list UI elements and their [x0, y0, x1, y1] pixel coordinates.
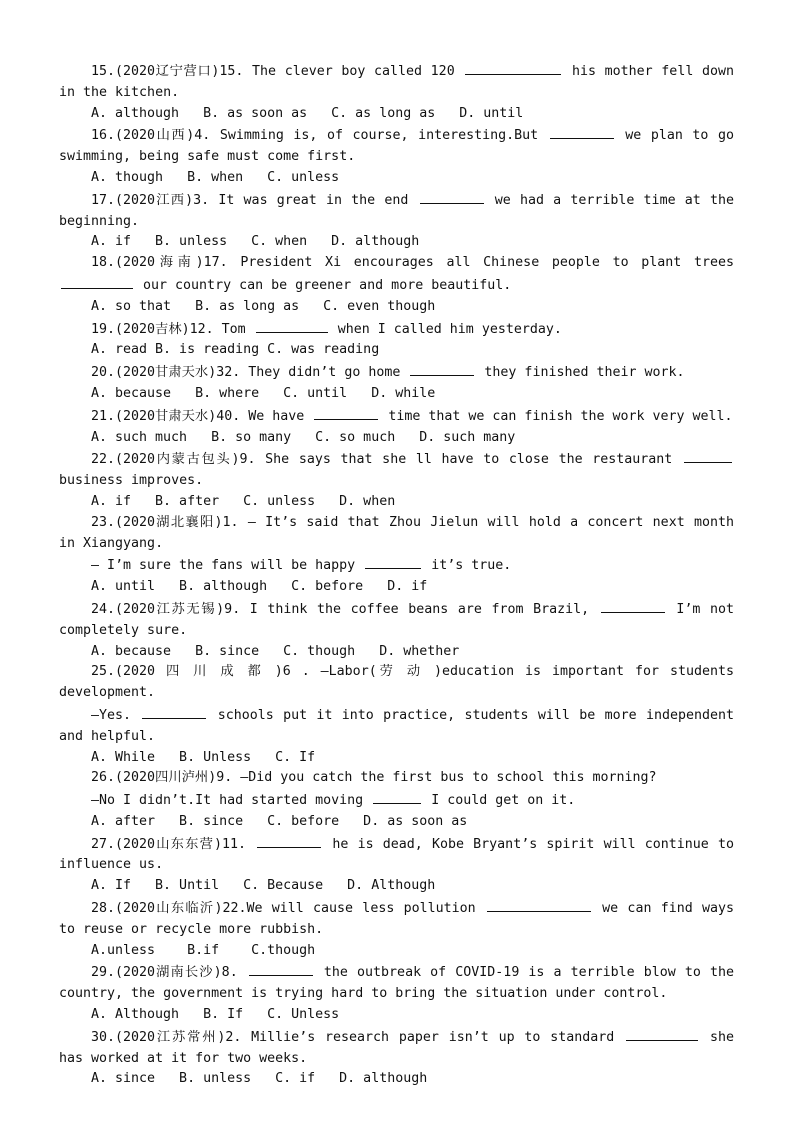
- answer-options: A. if B. after C. unless D. when: [91, 493, 396, 509]
- question-stem: [59, 60, 734, 104]
- question-item: [59, 405, 734, 449]
- question-stem: [59, 448, 734, 492]
- question-text-continued: she has worked at it for two weeks.: [59, 1029, 734, 1066]
- question-stem: [59, 833, 734, 877]
- question-stem: [59, 897, 734, 941]
- document-page: [59, 60, 734, 1090]
- answer-blank: [684, 448, 732, 463]
- answer-blank: [256, 318, 328, 333]
- dialogue-text: —No I didn’t.It had started moving: [91, 793, 364, 809]
- answer-blank: [373, 789, 421, 804]
- question-stem: [59, 318, 734, 341]
- dialogue-line: [59, 554, 734, 577]
- answer-blank: [487, 897, 591, 912]
- question-item: [59, 662, 734, 768]
- question-text: 17.(2020江西)3. It was great in the end: [91, 192, 409, 208]
- question-text-continued: we plan to go swimming, being safe must come first.: [59, 128, 734, 165]
- answer-blank: [420, 189, 484, 204]
- question-text-continued: his mother fell down in the kitchen.: [59, 64, 734, 100]
- question-text-continued: I’m not completely sure.: [59, 601, 735, 638]
- question-item: [59, 361, 734, 405]
- dialogue-text-continued: I could get on it.: [431, 793, 576, 809]
- question-item: [59, 768, 734, 832]
- question-text: 21.(2020甘肃天水)40. We have: [91, 408, 305, 424]
- dialogue-text: —Yes.: [91, 707, 132, 723]
- question-text: 25.(2020 四 川 成 都 )6 . —Labor(劳 动 )education is important for students development.: [59, 664, 734, 701]
- question-text: 27.(2020山东东营)11.: [91, 836, 247, 852]
- answer-blank: [601, 598, 665, 613]
- question-item: [59, 961, 734, 1025]
- dialogue-text: — I’m sure the fans will be happy: [91, 558, 356, 574]
- question-text: 26.(2020四川泸州)9. —Did you catch the first bus to school this morning?: [91, 770, 657, 786]
- question-text-continued: the outbreak of COVID-19 is a terrible blow to the country, the government is trying hard to bring the situation under control.: [59, 965, 735, 1002]
- question-text: 24.(2020江苏无锡)9. I think the coffee beans are from Brazil,: [91, 601, 590, 617]
- question-text-continued: we had a terrible time at the beginning.: [59, 192, 734, 229]
- dialogue-text-continued: schools put it into practice, students will be more independent and helpful.: [59, 707, 734, 744]
- question-text: 18.(2020海南)17. President Xi encourages all Chinese people to plant trees: [91, 255, 734, 271]
- answer-options: A. If B. Until C. Because D. Although: [91, 878, 436, 894]
- answer-options: A. such much B. so many C. so much D. such many: [91, 429, 516, 445]
- question-stem: [59, 961, 734, 1005]
- answer-blank: [249, 961, 313, 976]
- answer-options: A. Although B. If C. Unless: [91, 1007, 340, 1023]
- question-text: 28.(2020山东临沂)22.We will cause less pollution: [91, 901, 476, 917]
- question-stem: [59, 124, 734, 168]
- question-item: [59, 189, 734, 253]
- answer-blank: [142, 704, 206, 719]
- question-stem: [59, 361, 734, 384]
- question-item: [59, 448, 734, 512]
- answer-blank: [365, 554, 421, 569]
- question-item: [59, 513, 734, 598]
- answer-options: A. though B. when C. unless: [91, 169, 340, 185]
- answer-blank: [257, 833, 321, 848]
- question-text-continued: we can find ways to reuse or recycle more rubbish.: [59, 901, 735, 937]
- question-text-continued: business improves.: [59, 473, 204, 489]
- answer-options: A. read B. is reading C. was reading: [91, 342, 380, 358]
- answer-blank: [410, 361, 474, 376]
- question-text: 16.(2020山西)4. Swimming is, of course, interesting.But: [91, 128, 539, 144]
- answer-options: A. because B. since C. though D. whether: [91, 643, 460, 659]
- question-text-continued: he is dead, Kobe Bryant’s spirit will continue to influence us.: [59, 836, 734, 873]
- question-stem: [59, 189, 734, 233]
- question-stem: [59, 253, 734, 297]
- question-text: 20.(2020甘肃天水)32. They didn’t go home: [91, 365, 401, 381]
- answer-blank: [550, 124, 614, 139]
- answer-blank: [61, 274, 133, 289]
- question-text-continued: they finished their work.: [484, 365, 685, 381]
- question-stem: [59, 1026, 734, 1070]
- answer-options: A. because B. where C. until D. while: [91, 385, 436, 401]
- answer-blank: [465, 60, 561, 75]
- question-text: 30.(2020江苏常州)2. Millie’s research paper isn’t up to standard: [91, 1029, 615, 1045]
- question-text: 22.(2020内蒙古包头)9. She says that she ll have to close the restaurant: [91, 452, 673, 468]
- question-item: [59, 1026, 734, 1090]
- question-text-continued: our country can be greener and more beautiful.: [143, 277, 512, 293]
- answer-options: A. While B. Unless C. If: [91, 749, 316, 765]
- question-item: [59, 833, 734, 897]
- dialogue-line: [59, 704, 734, 748]
- question-text: 19.(2020吉林)12. Tom: [91, 321, 246, 337]
- answer-options: A.unless B.if C.though: [91, 942, 316, 958]
- question-item: [59, 60, 734, 124]
- answer-options: A. since B. unless C. if D. although: [91, 1071, 428, 1087]
- question-item: [59, 598, 734, 662]
- question-item: [59, 318, 734, 362]
- answer-options: A. until B. although C. before D. if: [91, 579, 428, 595]
- question-text-continued: when I called him yesterday.: [337, 321, 562, 337]
- question-item: [59, 253, 734, 317]
- question-stem: [59, 598, 734, 642]
- question-stem: [59, 662, 734, 704]
- answer-options: A. although B. as soon as C. as long as D. until: [91, 105, 524, 121]
- question-item: [59, 897, 734, 961]
- question-stem: [59, 768, 734, 789]
- dialogue-line: [59, 789, 734, 812]
- question-stem: [59, 513, 734, 555]
- answer-blank: [626, 1026, 698, 1041]
- answer-options: A. after B. since C. before D. as soon as: [91, 813, 468, 829]
- answer-options: A. so that B. as long as C. even though: [91, 298, 436, 314]
- question-text-continued: time that we can finish the work very well.: [388, 408, 733, 424]
- dialogue-text-continued: it’s true.: [431, 558, 512, 574]
- question-stem: [59, 405, 734, 428]
- question-item: [59, 124, 734, 188]
- question-text: 15.(2020辽宁营口)15. The clever boy called 120: [91, 64, 455, 79]
- answer-options: A. if B. unless C. when D. although: [91, 234, 420, 250]
- question-text: 23.(2020湖北襄阳)1. — It’s said that Zhou Jielun will hold a concert next month in Xiangyang.: [59, 514, 734, 551]
- question-text: 29.(2020湖南长沙)8.: [91, 965, 238, 981]
- answer-blank: [314, 405, 378, 420]
